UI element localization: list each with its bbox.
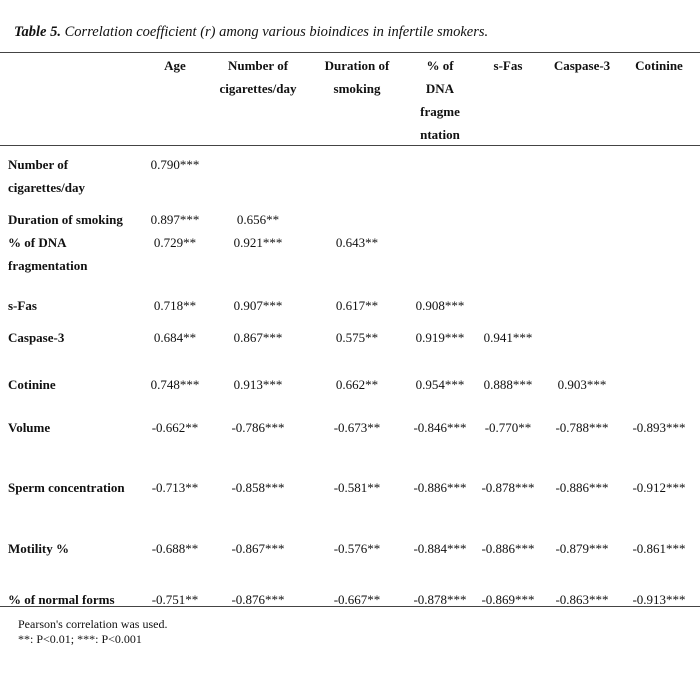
- row-label-line: % of DNA: [8, 235, 67, 250]
- row-label-line: s-Fas: [8, 298, 37, 313]
- table-cell: -0.886***: [481, 541, 535, 556]
- column-header-line: cigarettes/day: [219, 81, 297, 96]
- table-cell: -0.913***: [632, 592, 686, 607]
- row-label: [8, 537, 69, 560]
- table-cell: 0.919***: [415, 330, 465, 345]
- table-cell: 0.897***: [150, 212, 200, 227]
- column-header-line: s-Fas: [493, 58, 523, 73]
- row-label-line: Number of: [8, 157, 69, 172]
- table-cell: 0.656**: [236, 212, 280, 227]
- table-cell: -0.770**: [484, 420, 532, 435]
- column-header: [478, 54, 538, 77]
- top-rule: [0, 52, 700, 53]
- row-label: [8, 416, 50, 439]
- column-header: [145, 54, 205, 77]
- row-label: [8, 153, 85, 199]
- table-caption: [14, 24, 488, 41]
- table-cell: 0.913***: [233, 377, 283, 392]
- column-header-line: % of: [426, 58, 454, 73]
- column-header: [203, 54, 313, 100]
- table-cell: 0.907***: [233, 298, 283, 313]
- row-label-line: Volume: [8, 420, 51, 435]
- table-cell: -0.673**: [333, 420, 381, 435]
- table-cell: -0.576**: [333, 541, 381, 556]
- row-label-line: fragmentation: [8, 258, 88, 273]
- column-header-line: Age: [164, 58, 186, 73]
- table-cell: -0.581**: [333, 480, 381, 495]
- table-cell: 0.867***: [233, 330, 283, 345]
- table-cell: -0.876***: [231, 592, 285, 607]
- row-label: [8, 326, 64, 349]
- table-cell: -0.863***: [555, 592, 609, 607]
- table-cell: -0.886***: [413, 480, 467, 495]
- table-cell: 0.954***: [415, 377, 465, 392]
- table-cell: -0.912***: [632, 480, 686, 495]
- table-cell: -0.786***: [231, 420, 285, 435]
- table-cell: 0.643**: [335, 235, 379, 250]
- table-cell: -0.713**: [151, 480, 199, 495]
- table-cell: 0.908***: [415, 298, 465, 313]
- row-label-line: Sperm concentration: [8, 480, 125, 495]
- table-cell: 0.617**: [335, 298, 379, 313]
- footnote-method: Pearson's correlation was used.: [18, 617, 168, 631]
- table-cell: -0.667**: [333, 592, 381, 607]
- row-label: [8, 208, 123, 231]
- row-label-line: Duration of smoking: [8, 212, 123, 227]
- row-label: [8, 588, 115, 611]
- table-cell: 0.888***: [483, 377, 533, 392]
- row-label: [8, 476, 125, 499]
- table-cell: 0.921***: [233, 235, 283, 250]
- table-cell: -0.662**: [151, 420, 199, 435]
- column-header-line: Number of: [227, 58, 289, 73]
- table-cell: 0.575**: [335, 330, 379, 345]
- row-label-line: Cotinine: [8, 377, 56, 392]
- table-cell: -0.788***: [555, 420, 609, 435]
- table-cell: -0.893***: [632, 420, 686, 435]
- table-cell: 0.790***: [150, 157, 200, 172]
- footnote-significance: **: P<0.01; ***: P<0.001: [18, 632, 142, 646]
- table-cell: -0.858***: [231, 480, 285, 495]
- column-header-line: smoking: [333, 81, 381, 96]
- table-cell: -0.878***: [413, 592, 467, 607]
- row-label: [8, 294, 37, 317]
- table-cell: -0.846***: [413, 420, 467, 435]
- table-cell: -0.879***: [555, 541, 609, 556]
- row-label: [8, 231, 87, 277]
- row-label-line: Caspase-3: [8, 330, 65, 345]
- caption-text: Correlation coefficient (r) among various bioindices in infertile smokers.: [61, 24, 489, 40]
- table-cell: -0.861***: [632, 541, 686, 556]
- row-label: [8, 373, 56, 396]
- row-label-line: % of normal forms: [8, 592, 115, 607]
- row-label-line: cigarettes/day: [8, 180, 86, 195]
- table-cell: -0.884***: [413, 541, 467, 556]
- column-header: [542, 54, 622, 77]
- column-header: [624, 54, 694, 77]
- table-cell: 0.748***: [150, 377, 200, 392]
- table-cell: 0.903***: [557, 377, 607, 392]
- column-header-line: Caspase-3: [553, 58, 611, 73]
- column-header-line: Duration of: [324, 58, 390, 73]
- table-cell: 0.941***: [483, 330, 533, 345]
- column-header-line: ntation: [420, 127, 460, 142]
- table-cell: 0.718**: [153, 298, 197, 313]
- table-cell: 0.662**: [335, 377, 379, 392]
- column-header-line: Cotinine: [635, 58, 683, 73]
- column-header: [410, 54, 470, 146]
- table-cell: 0.684**: [153, 330, 197, 345]
- row-label-line: Motility %: [8, 541, 70, 556]
- table-cell: -0.869***: [481, 592, 535, 607]
- column-header-line: DNA: [425, 81, 455, 96]
- table-number: Table 5.: [14, 24, 61, 40]
- table-cell: -0.751**: [151, 592, 199, 607]
- table-cell: -0.878***: [481, 480, 535, 495]
- table-cell: -0.886***: [555, 480, 609, 495]
- column-header-line: fragme: [420, 104, 460, 119]
- header-rule: [0, 145, 700, 146]
- table-cell: 0.729**: [153, 235, 197, 250]
- column-header: [312, 54, 402, 100]
- table-cell: -0.867***: [231, 541, 285, 556]
- table-cell: -0.688**: [151, 541, 199, 556]
